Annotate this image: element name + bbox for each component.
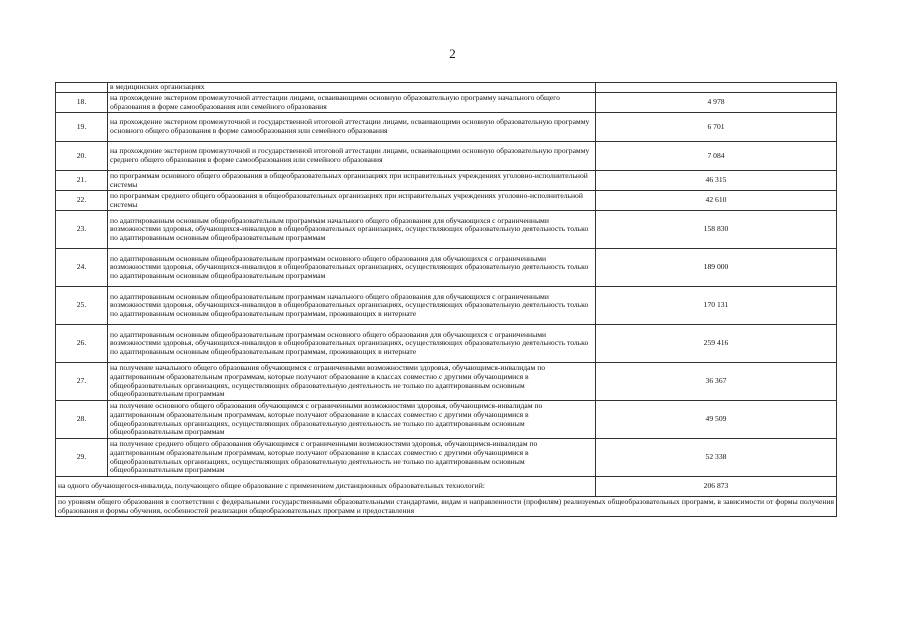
row-number: 18. <box>56 93 108 113</box>
remote-learning-description: на одного обучающегося-инвалида, получающего общее образование с применением дистанционных образовательных технологий: <box>56 477 596 497</box>
table-row <box>56 363 837 401</box>
row-description: по адаптированным основным общеобразовательным программам начального общего образования для обучающихся с ограниченными возможностями здоровья, обучающихся-инвалидов в общеобразовательных организациях, осуществляющих образовательную деятельность только по адаптированным основным общеобразовательным программам <box>108 211 596 249</box>
row-description: по программам среднего общего образования в общеобразовательных организациях при исправительных учреждениях уголовно-исполнительной системы <box>108 191 596 211</box>
row-number: 27. <box>56 363 108 401</box>
remote-learning-value: 206 873 <box>596 477 837 497</box>
row-value: 42 610 <box>596 191 837 211</box>
page-number: 2 <box>449 46 456 61</box>
row-value: 259 416 <box>596 325 837 363</box>
row-description: на получение среднего общего образования обучающимся с ограниченными возможностями здоровья, обучающимся-инвалидам по адаптированным образовательным программам, которые получают образование в классах совместно с другими обучающимися в общеобразовательных организациях, осуществляющих образовательную деятельность не только по адаптированным основным общеобразовательным программам <box>108 439 596 477</box>
row-value: 52 338 <box>596 439 837 477</box>
table-row <box>56 401 837 439</box>
row-description: на прохождение экстерном промежуточной и государственной итоговой аттестации лицами, осваивающими основную образовательную программу среднего общего образования в форме самообразования или семейного образования <box>108 142 596 171</box>
table-row <box>56 439 837 477</box>
row-description: на прохождение экстерном промежуточной аттестации лицами, осваивающими основную образовательную программу начального общего образования в форме самообразования или семейного образования <box>108 93 596 113</box>
table-row <box>56 287 837 325</box>
row-value: 49 509 <box>596 401 837 439</box>
row-number: 26. <box>56 325 108 363</box>
row-description: в медицинских организациях <box>108 83 596 93</box>
row-number: 29. <box>56 439 108 477</box>
row-number: 19. <box>56 113 108 142</box>
table-row <box>56 171 837 191</box>
table-row <box>56 211 837 249</box>
row-number: 24. <box>56 249 108 287</box>
table-row <box>56 249 837 287</box>
row-description: на получение основного общего образования обучающимся с ограниченными возможностями здоровья, обучающимся-инвалидам по адаптированным образовательным программам, которые получают образование в классах совместно с другими обучающимися в общеобразовательных организациях, осуществляющих образовательную деятельность не только по адаптированным основным общеобразовательным программам <box>108 401 596 439</box>
remote-learning-row <box>56 477 837 497</box>
row-value: 7 084 <box>596 142 837 171</box>
row-description: по адаптированным основным общеобразовательным программам начального общего образования для обучающихся с ограниченными возможностями здоровья, обучающихся-инвалидов в общеобразовательных организациях, осуществляющих образовательную деятельность только по адаптированным основным общеобразовательным программам, проживающих в интернате <box>108 287 596 325</box>
table-row <box>56 325 837 363</box>
table-row <box>56 142 837 171</box>
row-value: 36 367 <box>596 363 837 401</box>
row-description: по программам основного общего образования в общеобразовательных организациях при исправительных учреждениях уголовно-исполнительной системы <box>108 171 596 191</box>
row-value: 4 978 <box>596 93 837 113</box>
row-number: 23. <box>56 211 108 249</box>
table-row <box>56 113 837 142</box>
row-value: 46 315 <box>596 171 837 191</box>
row-number: 21. <box>56 171 108 191</box>
row-description: на получение начального общего образования обучающимся с ограниченными возможностями здоровья, обучающимся-инвалидам по адаптированным образовательным программам, которые получают образование в классах совместно с другими обучающимися в общеобразовательных организациях, осуществляющих образовательную деятельность не только по адаптированным основным общеобразовательным программам <box>108 363 596 401</box>
row-number: 22. <box>56 191 108 211</box>
table-row <box>56 191 837 211</box>
row-description: по адаптированным основным общеобразовательным программам основного общего образования для обучающихся с ограниченными возможностями здоровья, обучающихся-инвалидов в общеобразовательных организациях, осуществляющих образовательную деятельность только по адаптированным основным общеобразовательным программам, проживающих в интернате <box>108 325 596 363</box>
row-number <box>56 83 108 93</box>
row-value: 158 830 <box>596 211 837 249</box>
row-number: 25. <box>56 287 108 325</box>
row-value: 189 000 <box>596 249 837 287</box>
normative-cost-table <box>55 82 837 517</box>
footer-row <box>56 497 837 517</box>
row-value <box>596 83 837 93</box>
row-value: 6 701 <box>596 113 837 142</box>
table-row <box>56 83 837 93</box>
row-description: на прохождение экстерном промежуточной и государственной итоговой аттестации лицами, осваивающими основную образовательную программу основного общего образования в форме самообразования или семейного образования <box>108 113 596 142</box>
row-number: 28. <box>56 401 108 439</box>
footer-text: по уровням общего образования в соответствии с федеральными государственными образовательными стандартами, видам и направленности (профилям) реализуемых общеобразовательных программ, в зависимости от формы получения образования и формы обучения, особенностей реализации общеобразовательных программ и предоставления <box>56 497 837 517</box>
table-row <box>56 93 837 113</box>
row-number: 20. <box>56 142 108 171</box>
row-description: по адаптированным основным общеобразовательным программам основного общего образования для обучающихся с ограниченными возможностями здоровья, обучающихся-инвалидов в общеобразовательных организациях, осуществляющих образовательную деятельность только по адаптированным основным общеобразовательным программам <box>108 249 596 287</box>
row-value: 170 131 <box>596 287 837 325</box>
